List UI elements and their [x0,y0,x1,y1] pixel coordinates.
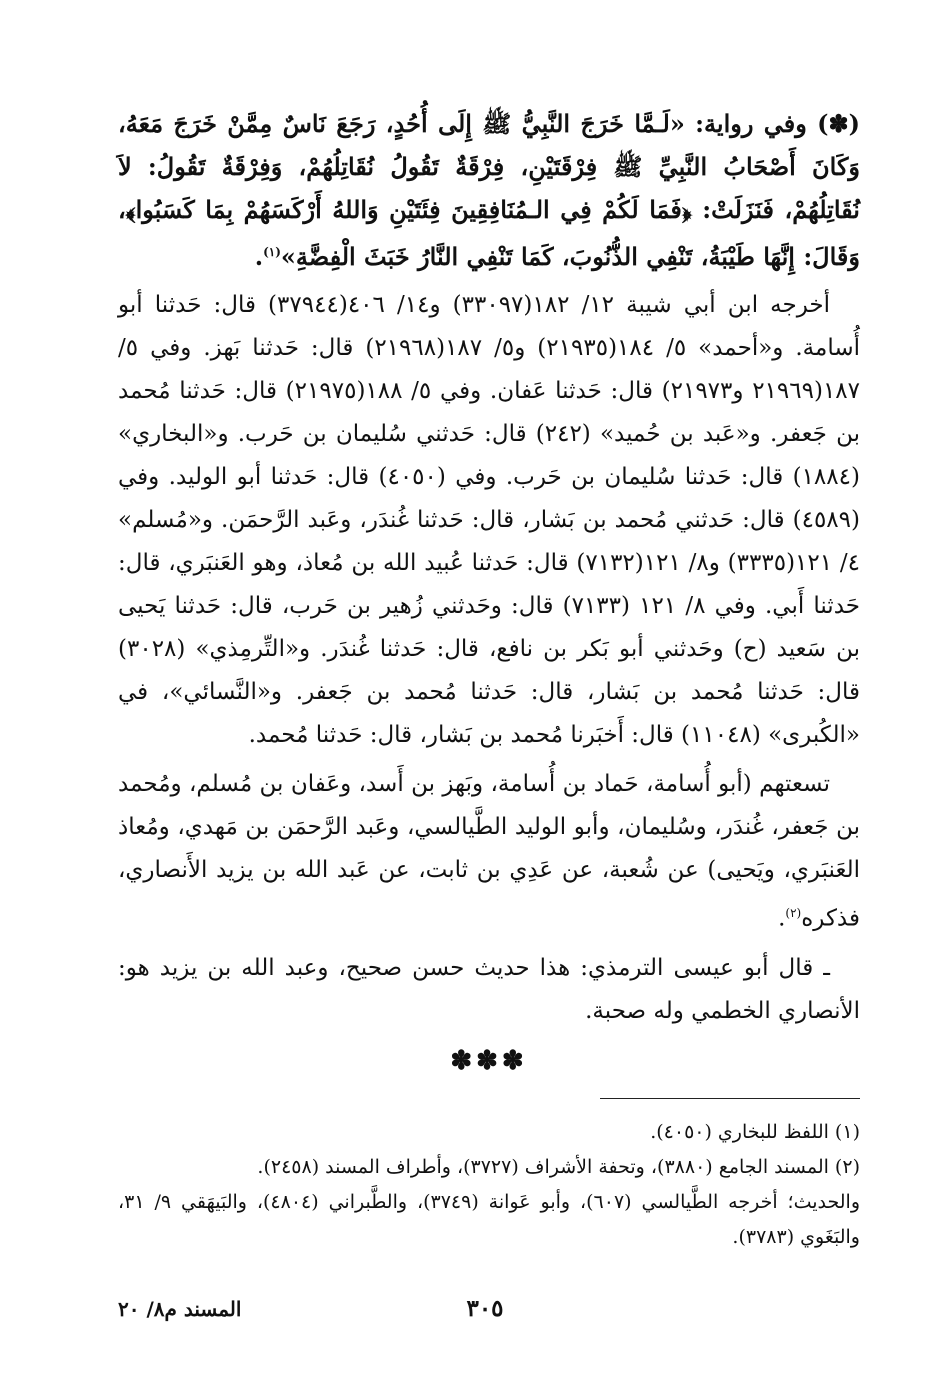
hadith-end: . [254,242,264,271]
footnote-ref-1: (١) [263,245,281,259]
tirmidhi-paragraph: ـ قال أبو عيسى الترمذي: هذا حديث حسن صحيح، وعبد الله بن يزيد هو: الأنصاري الخطمي وله صحبة. [118,954,860,1024]
hadith-paragraph [118,102,860,278]
page-number: ٣٠٥ [466,1295,504,1322]
narrators-text: تسعتهم (أبو أُسامة، حَماد بن أُسامة، وبَهز بن أَسد، وعَفان بن مُسلم، ومُحمد بن جَعفر، غُندَر، وسُليمان، وأبو الوليد الطَّيالسي، وعَبد الرَّحمَن بن مَهدي، ومُعاذ العَنبَري، ويَحيى) عن شُعبة، عن عَدِي بن ثابت، عن عَبد الله بن يزيد الأَنصاري، فذكره [118,771,860,932]
hadith-text: (✽) وفي رواية: «لَـمَّا خَرَجَ النَّبِيُّ ﷺ إِلَى أُحُدٍ، رَجَعَ نَاسٌ مِمَّنْ خَرَجَ مَعَهُ، وَكَانَ أَصْحَابُ النَّبِيِّ ﷺ فِرْقَتَيْنِ، فِرْقَةٌ تَقُولُ نُقَاتِلُهُمْ، وَفِرْقَةٌ تَقُولُ: لاَ نُقَاتِلُهُمْ، فَنَزَلَتْ: ﴿فَمَا لَكُمْ فِي الـمُنَافِقِينَ فِئَتَيْنِ وَاللهُ أَرْكَسَهُمْ بِمَا كَسَبُوا﴾، وَقَالَ: إِنَّهَا طَيْبَةُ، تَنْفِي الذُّنُوبَ، كَمَا تَنْفِي النَّارُ خَبَثَ الْفِضَّةِ» [118,109,860,271]
footnotes [118,1115,860,1255]
narrators-end: . [778,905,786,932]
footnote-2-continuation: والحديث؛ أخرجه الطَّيالسي (٦٠٧)، وأبو عَوانة (٣٧٤٩)، والطَّبراني (٤٨٠٤)، والبَيهَقي ٩/ ٣١، والبَغَوي (٣٧٨٣). [118,1191,860,1248]
footnote-2: (٢) المسند الجامع (٣٨٨٠)، وتحفة الأشراف (٣٧٢٧)، وأطراف المسند (٢٤٥٨). [257,1156,860,1178]
takhrij-paragraph: أخرجه ابن أبي شيبة ١٢/ ١٨٢(٣٣٠٩٧) و١٤/ ٤٠٦(٣٧٩٤٤) قال: حَدثنا أبو أُسامة. و«أحمد» ٥/ ١٨٤(٢١٩٣٥) و٥/ ١٨٧(٢١٩٦٨) قال: حَدثنا بَهز. وفي ٥/ ١٨٧(٢١٩٦٩ و٢١٩٧٣) قال: حَدثنا عَفان. وفي ٥/ ١٨٨(٢١٩٧٥) قال: حَدثنا مُحمد بن جَعفر. و«عَبد بن حُميد» (٢٤٢) قال: حَدثني سُليمان بن حَرب. و«البخاري» (١٨٨٤) قال: حَدثنا سُليمان بن حَرب. وفي (٤٠٥٠) قال: حَدثنا أبو الوليد. وفي (٤٥٨٩) قال: حَدثني مُحمد بن بَشار، قال: حَدثنا غُندَر، وعَبد الرَّحمَن. و«مُسلم» ٤/ ١٢١(٣٣٣٥) و٨/ ١٢١(٧١٣٢) قال: حَدثنا عُبيد الله بن مُعاذ، وهو العَنبَري، قال: حَدثنا أَبي. وفي ٨/ ١٢١ (٧١٣٣) قال: وحَدثني زُهير بن حَرب، قال: حَدثنا يَحيى بن سَعيد (ح) وحَدثني أبو بَكر بن نافع، قال: حَدثنا غُندَر. و«التِّرمِذي» (٣٠٢٨) قال: حَدثنا مُحمد بن بَشار، قال: حَدثنا مُحمد بن جَعفر. و«النَّسائي»، في «الكُبرى» (١١٠٤٨) قال: أَخبَرنا مُحمد بن بَشار، قال: حَدثنا مُحمد. [118,292,861,748]
narrators-paragraph [118,763,860,941]
footnote-ref-2: (٢) [785,906,802,920]
footnote-1: (١) اللفظ للبخاري (٤٠٥٠). [650,1121,860,1143]
page-body [118,102,860,1081]
volume-signature: المسند م٨/ ٢٠ [118,1297,242,1321]
section-separator: ✽✽✽ [450,1045,528,1076]
footnote-divider [600,1098,860,1099]
